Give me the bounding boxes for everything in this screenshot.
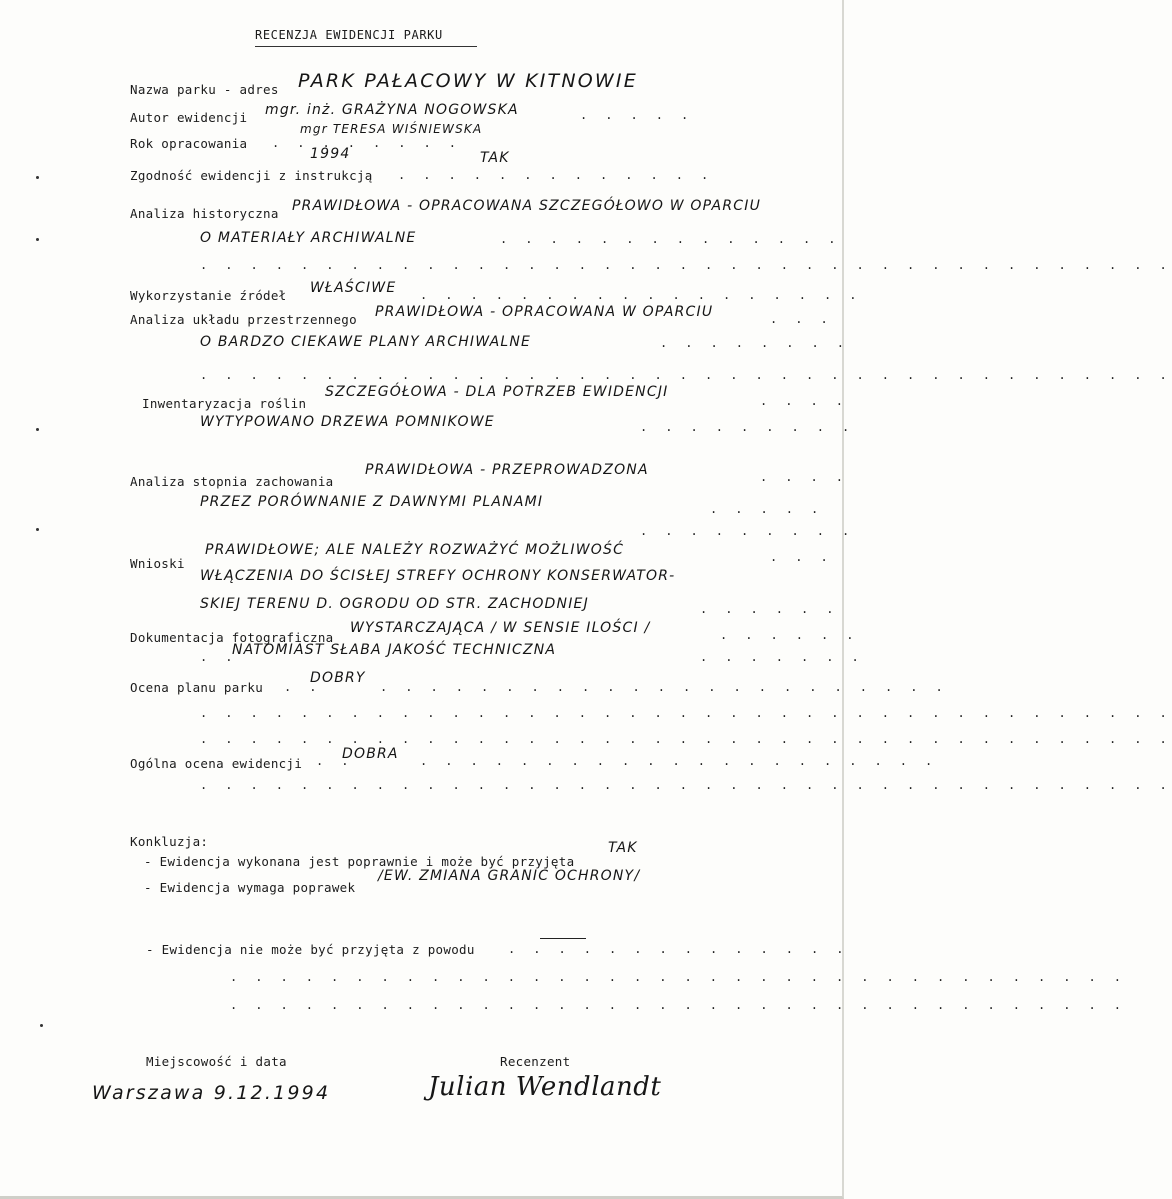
conclusions-dots-3: . . . . . . (700, 602, 839, 616)
conclusion-option-rejected: - Ewidencja nie może być przyjęta z powodu (146, 942, 475, 957)
overall-dots-b: . . . . . . . . . . . . . . . . . . . . . (420, 754, 938, 768)
park-name-value: PARK PAŁACOWY W KITNOWIE (298, 70, 638, 92)
rejected-dots-3: . . . . . . . . . . . . . . . . . . . . . . . . . . . . . . . . . . . . (230, 998, 1127, 1012)
overall-label: Ogólna ocena ewidencji (130, 756, 303, 771)
rejection-dash (540, 938, 586, 939)
historical-value-line2: O MATERIAŁY ARCHIWALNE (200, 230, 417, 246)
sources-dots: . . . . . . . . . . . . . . . . . . (420, 288, 862, 302)
margin-speck (36, 176, 39, 179)
plants-dots-2: . . . . . . . . . (640, 420, 855, 434)
spatial-dots-2: . . . . . . . . (660, 336, 850, 350)
document-title: RECENZJA EWIDENCJI PARKU (255, 28, 443, 42)
park-name-label: Nazwa parku - adres (130, 82, 279, 97)
conclusions-value-line3: SKIEJ TERENU D. OGRODU OD STR. ZACHODNIEJ (200, 596, 589, 612)
compliance-value: TAK (480, 150, 510, 166)
sources-value: WŁAŚCIWE (310, 280, 397, 296)
margin-speck (36, 528, 39, 531)
spatial-dots-3: . . . . . . . . . . . . . . . . . . . . . . . . . . . . . . . . . . . . . . . (200, 368, 1172, 382)
plan-rating-value: DOBRY (310, 670, 366, 686)
title-underline (255, 46, 477, 47)
preservation-label: Analiza stopnia zachowania (130, 474, 334, 489)
author-value-line2: mgr TERESA WIŚNIEWSKA (300, 122, 483, 136)
overall-value: DOBRA (342, 746, 399, 762)
year-dots: . . . . . . . . (272, 136, 462, 150)
plants-dots-1: . . . . (760, 394, 849, 408)
plan-rating-dots-2: . . . . . . . . . . . . . . . . . . . . . . . . . . . . . . . . . . . . . . . (200, 706, 1172, 720)
sources-label: Wykorzystanie źródeł (130, 288, 287, 303)
compliance-label: Zgodność ewidencji z instrukcją (130, 168, 373, 183)
photos-value-line2: NATOMIAST SŁABA JAKOŚĆ TECHNICZNA (232, 642, 557, 658)
preservation-value-line1: PRAWIDŁOWA - PRZEPROWADZONA (365, 462, 649, 478)
preservation-dots-1: . . . . (760, 470, 849, 484)
conclusion-accepted-value: TAK (608, 840, 638, 856)
rejected-dots-1: . . . . . . . . . . . . . . (508, 942, 849, 956)
author-value-line1: mgr. inż. GRAŻYNA NOGOWSKA (265, 102, 519, 118)
margin-speck (40, 1024, 43, 1027)
photos-value-line1: WYSTARCZAJĄCA / W SENSIE ILOŚCI / (350, 620, 651, 636)
preservation-dots-3: . . . . . . . . . (640, 524, 855, 538)
plan-rating-dots-3: . . . . . . . . . . . . . . . . . . . . . . . . . . . . . . . . . . . . . . . (200, 732, 1172, 746)
conclusion-heading: Konkluzja: (130, 834, 209, 849)
reviewer-label: Recenzent (500, 1054, 571, 1069)
photos-dots-2a: . . (200, 650, 238, 664)
preservation-dots-2: . . . . . (710, 502, 824, 516)
spatial-label: Analiza układu przestrzennego (130, 312, 357, 327)
spatial-dots-1: . . . (770, 312, 834, 326)
historical-value-line1: PRAWIDŁOWA - OPRACOWANA SZCZEGÓŁOWO W OPARCIU (292, 198, 762, 214)
margin-speck (36, 428, 39, 431)
conclusions-label: Wnioski (130, 556, 185, 571)
conclusions-value-line2: WŁĄCZENIA DO ŚCISŁEJ STREFY OCHRONY KONSERWATOR- (200, 568, 676, 584)
margin-speck (36, 238, 39, 241)
historical-dots-3: . . . . . . . . . . . . . . . . . . . . . . . . . . . . . . . . . . . . . . . (200, 258, 1172, 272)
plants-value-line2: WYTYPOWANO DRZEWA POMNIKOWE (200, 414, 495, 430)
author-dots: . . . . . (580, 108, 694, 122)
plan-rating-label: Ocena planu parku (130, 680, 264, 695)
conclusion-option-accepted: - Ewidencja wykonana jest poprawnie i może być przyjęta (144, 854, 575, 869)
conclusion-option-corrections: - Ewidencja wymaga poprawek (144, 880, 356, 895)
overall-dots-2: . . . . . . . . . . . . . . . . . . . . . . . . . . . . . . . . . . . . . . . (200, 778, 1172, 792)
spatial-value-line1: PRAWIDŁOWA - OPRACOWANA W OPARCIU (375, 304, 714, 320)
author-label: Autor ewidencji (130, 110, 248, 125)
rejected-dots-2: . . . . . . . . . . . . . . . . . . . . . . . . . . . . . . . . . . . . (230, 970, 1127, 984)
preservation-value-line2: PRZEZ PORÓWNANIE Z DAWNYMI PLANAMI (200, 494, 544, 510)
overall-dots-a: . . (316, 754, 354, 768)
compliance-dots: . . . . . . . . . . . . . (398, 168, 714, 182)
conclusion-corrections-value: /EW. ZMIANA GRANIC OCHRONY/ (378, 868, 641, 884)
reviewer-signature: Julian Wendlandt (428, 1072, 662, 1102)
plants-value-line1: SZCZEGÓŁOWA - DLA POTRZEB EWIDENCJI (325, 384, 669, 400)
year-label: Rok opracowania (130, 136, 248, 151)
historical-dots-2: . . . . . . . . . . . . . . (500, 232, 841, 246)
plan-rating-dots-a: . . (284, 680, 322, 694)
conclusions-value-line1: PRAWIDŁOWE; ALE NALEŻY ROZWAŻYĆ MOŻLIWOŚĆ (205, 542, 625, 558)
spatial-value-line2: O BARDZO CIEKAWE PLANY ARCHIWALNE (200, 334, 532, 350)
year-value: 1994 (310, 146, 351, 162)
photos-dots-2b: . . . . . . . (700, 650, 865, 664)
place-date-value: Warszawa 9.12.1994 (92, 1082, 331, 1104)
conclusions-dots-1: . . . (770, 550, 834, 564)
plan-rating-dots-b: . . . . . . . . . . . . . . . . . . . . . . . (380, 680, 949, 694)
place-date-label: Miejscowość i data (146, 1054, 287, 1069)
photos-dots-1: . . . . . . (720, 628, 859, 642)
historical-label: Analiza historyczna (130, 206, 279, 221)
plants-label: Inwentaryzacja roślin (142, 396, 307, 411)
photos-label: Dokumentacja fotograficzna (130, 630, 334, 645)
